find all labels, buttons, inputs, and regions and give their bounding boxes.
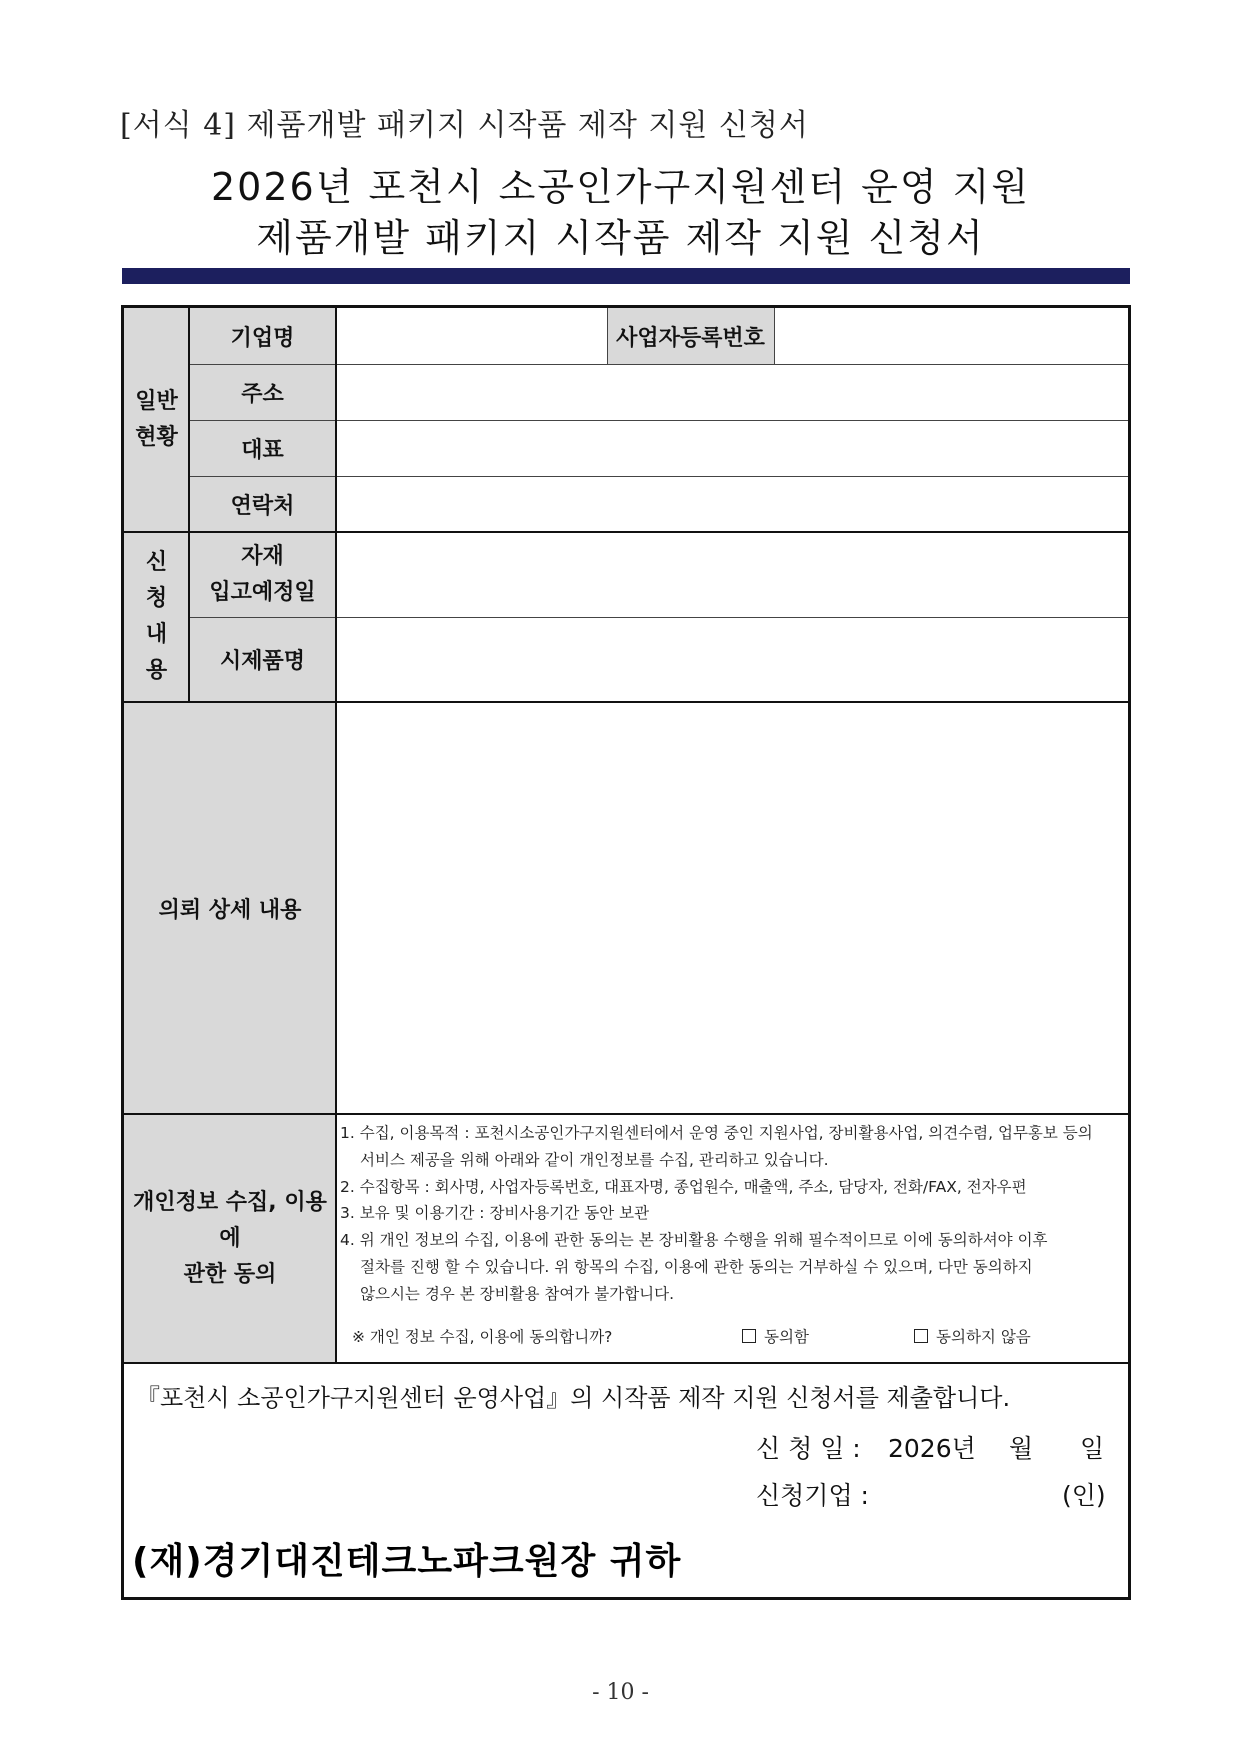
- submission-statement: 『포천시 소공인가구지원센터 운영사업』의 시작품 제작 지원 신청서를 제출합니다.: [136, 1384, 1011, 1412]
- privacy-consent-label: 개인정보 수집, 이용에 관한 동의: [124, 1114, 336, 1363]
- recipient: (재)경기대진테크노파크원장 귀하: [132, 1541, 682, 1582]
- form-number-label: [서식 4] 제품개발 패키지 시작품 제작 지원 신청서: [120, 108, 809, 143]
- grid-line: [607, 308, 608, 364]
- consent-line: 않으시는 경우 본 장비활용 참여가 불가합니다.: [360, 1284, 675, 1303]
- application-form: [121, 305, 1131, 1600]
- grid-line: [189, 476, 1128, 477]
- prototype-name-label: 시제품명: [189, 617, 336, 702]
- contact-label: 연락처: [189, 476, 336, 532]
- grid-line: [774, 308, 775, 364]
- material-date-label: 자재 입고예정일: [189, 532, 336, 617]
- application-month: 월: [1009, 1434, 1034, 1463]
- grid-line: [124, 1113, 1128, 1115]
- title-divider-bar: [122, 268, 1130, 284]
- agree-option[interactable]: [742, 1325, 809, 1347]
- representative-label: 대표: [189, 420, 336, 476]
- contact-field[interactable]: [336, 476, 1128, 532]
- consent-line: 3. 보유 및 이용기간 : 장비사용기간 동안 보관: [340, 1204, 650, 1223]
- company-name-label: 기업명: [189, 308, 336, 364]
- application-date-label: 신 청 일 :: [756, 1434, 861, 1463]
- grid-line: [189, 420, 1128, 421]
- prototype-name-field[interactable]: [336, 617, 1128, 702]
- agree-checkbox[interactable]: [742, 1329, 756, 1343]
- grid-line: [189, 617, 1128, 618]
- agree-label: 동의함: [764, 1328, 809, 1346]
- grid-line: [124, 531, 1128, 533]
- representative-field[interactable]: [336, 420, 1128, 476]
- consent-line: 2. 수집항목 : 회사명, 사업자등록번호, 대표자명, 종업원수, 매출액, 주소, 담당자, 전화/FAX, 전자우편: [340, 1177, 1027, 1196]
- company-name-field[interactable]: [336, 308, 607, 364]
- business-reg-field[interactable]: [774, 308, 1128, 364]
- request-detail-label: 의뢰 상세 내용: [124, 702, 336, 1114]
- consent-line: 1. 수집, 이용목적 : 포천시소공인가구지원센터에서 운영 중인 지원사업, 장비활용사업, 의견수렴, 업무홍보 등의: [340, 1124, 1093, 1142]
- address-label: 주소: [189, 364, 336, 420]
- application-day: 일: [1080, 1434, 1105, 1463]
- business-reg-label: 사업자등록번호: [607, 308, 774, 364]
- application-year: 2026년: [888, 1434, 976, 1463]
- seal-mark: (인): [1062, 1481, 1106, 1510]
- disagree-option[interactable]: [914, 1325, 1031, 1347]
- request-detail-field[interactable]: [336, 702, 1128, 1114]
- consent-line: 서비스 제공을 위해 아래와 같이 개인정보를 수집, 관리하고 있습니다.: [360, 1150, 829, 1169]
- address-field[interactable]: [336, 364, 1128, 420]
- general-section-label: 일반 현황: [124, 308, 189, 532]
- disagree-checkbox[interactable]: [914, 1329, 928, 1343]
- grid-line: [335, 308, 337, 1363]
- consent-line: 4. 위 개인 정보의 수집, 이용에 관한 동의는 본 장비활용 수행을 위해 필수적이므로 이에 동의하셔야 이후: [340, 1231, 1048, 1250]
- document-title-line1: 2026년 포천시 소공인가구지원센터 운영 지원: [210, 165, 1031, 209]
- applicant-company-label: 신청기업 :: [756, 1481, 869, 1510]
- consent-question: ※ 개인 정보 수집, 이용에 동의합니까?: [352, 1328, 613, 1346]
- material-date-field[interactable]: [336, 532, 1128, 617]
- application-section-label: 신 청 내 용: [124, 532, 189, 702]
- page-number: - 10 -: [592, 1680, 649, 1705]
- grid-line: [124, 1362, 1128, 1364]
- grid-line: [188, 308, 190, 702]
- grid-line: [189, 364, 1128, 365]
- grid-line: [124, 701, 1128, 703]
- document-title-line2: 제품개발 패키지 시작품 제작 지원 신청서: [256, 216, 985, 260]
- privacy-consent-text: [340, 1120, 1125, 1308]
- consent-line: 절차를 진행 할 수 있습니다. 위 항목의 수집, 이용에 관한 동의는 거부하실 수 있으며, 다만 동의하지: [360, 1257, 1033, 1276]
- disagree-label: 동의하지 않음: [936, 1328, 1031, 1346]
